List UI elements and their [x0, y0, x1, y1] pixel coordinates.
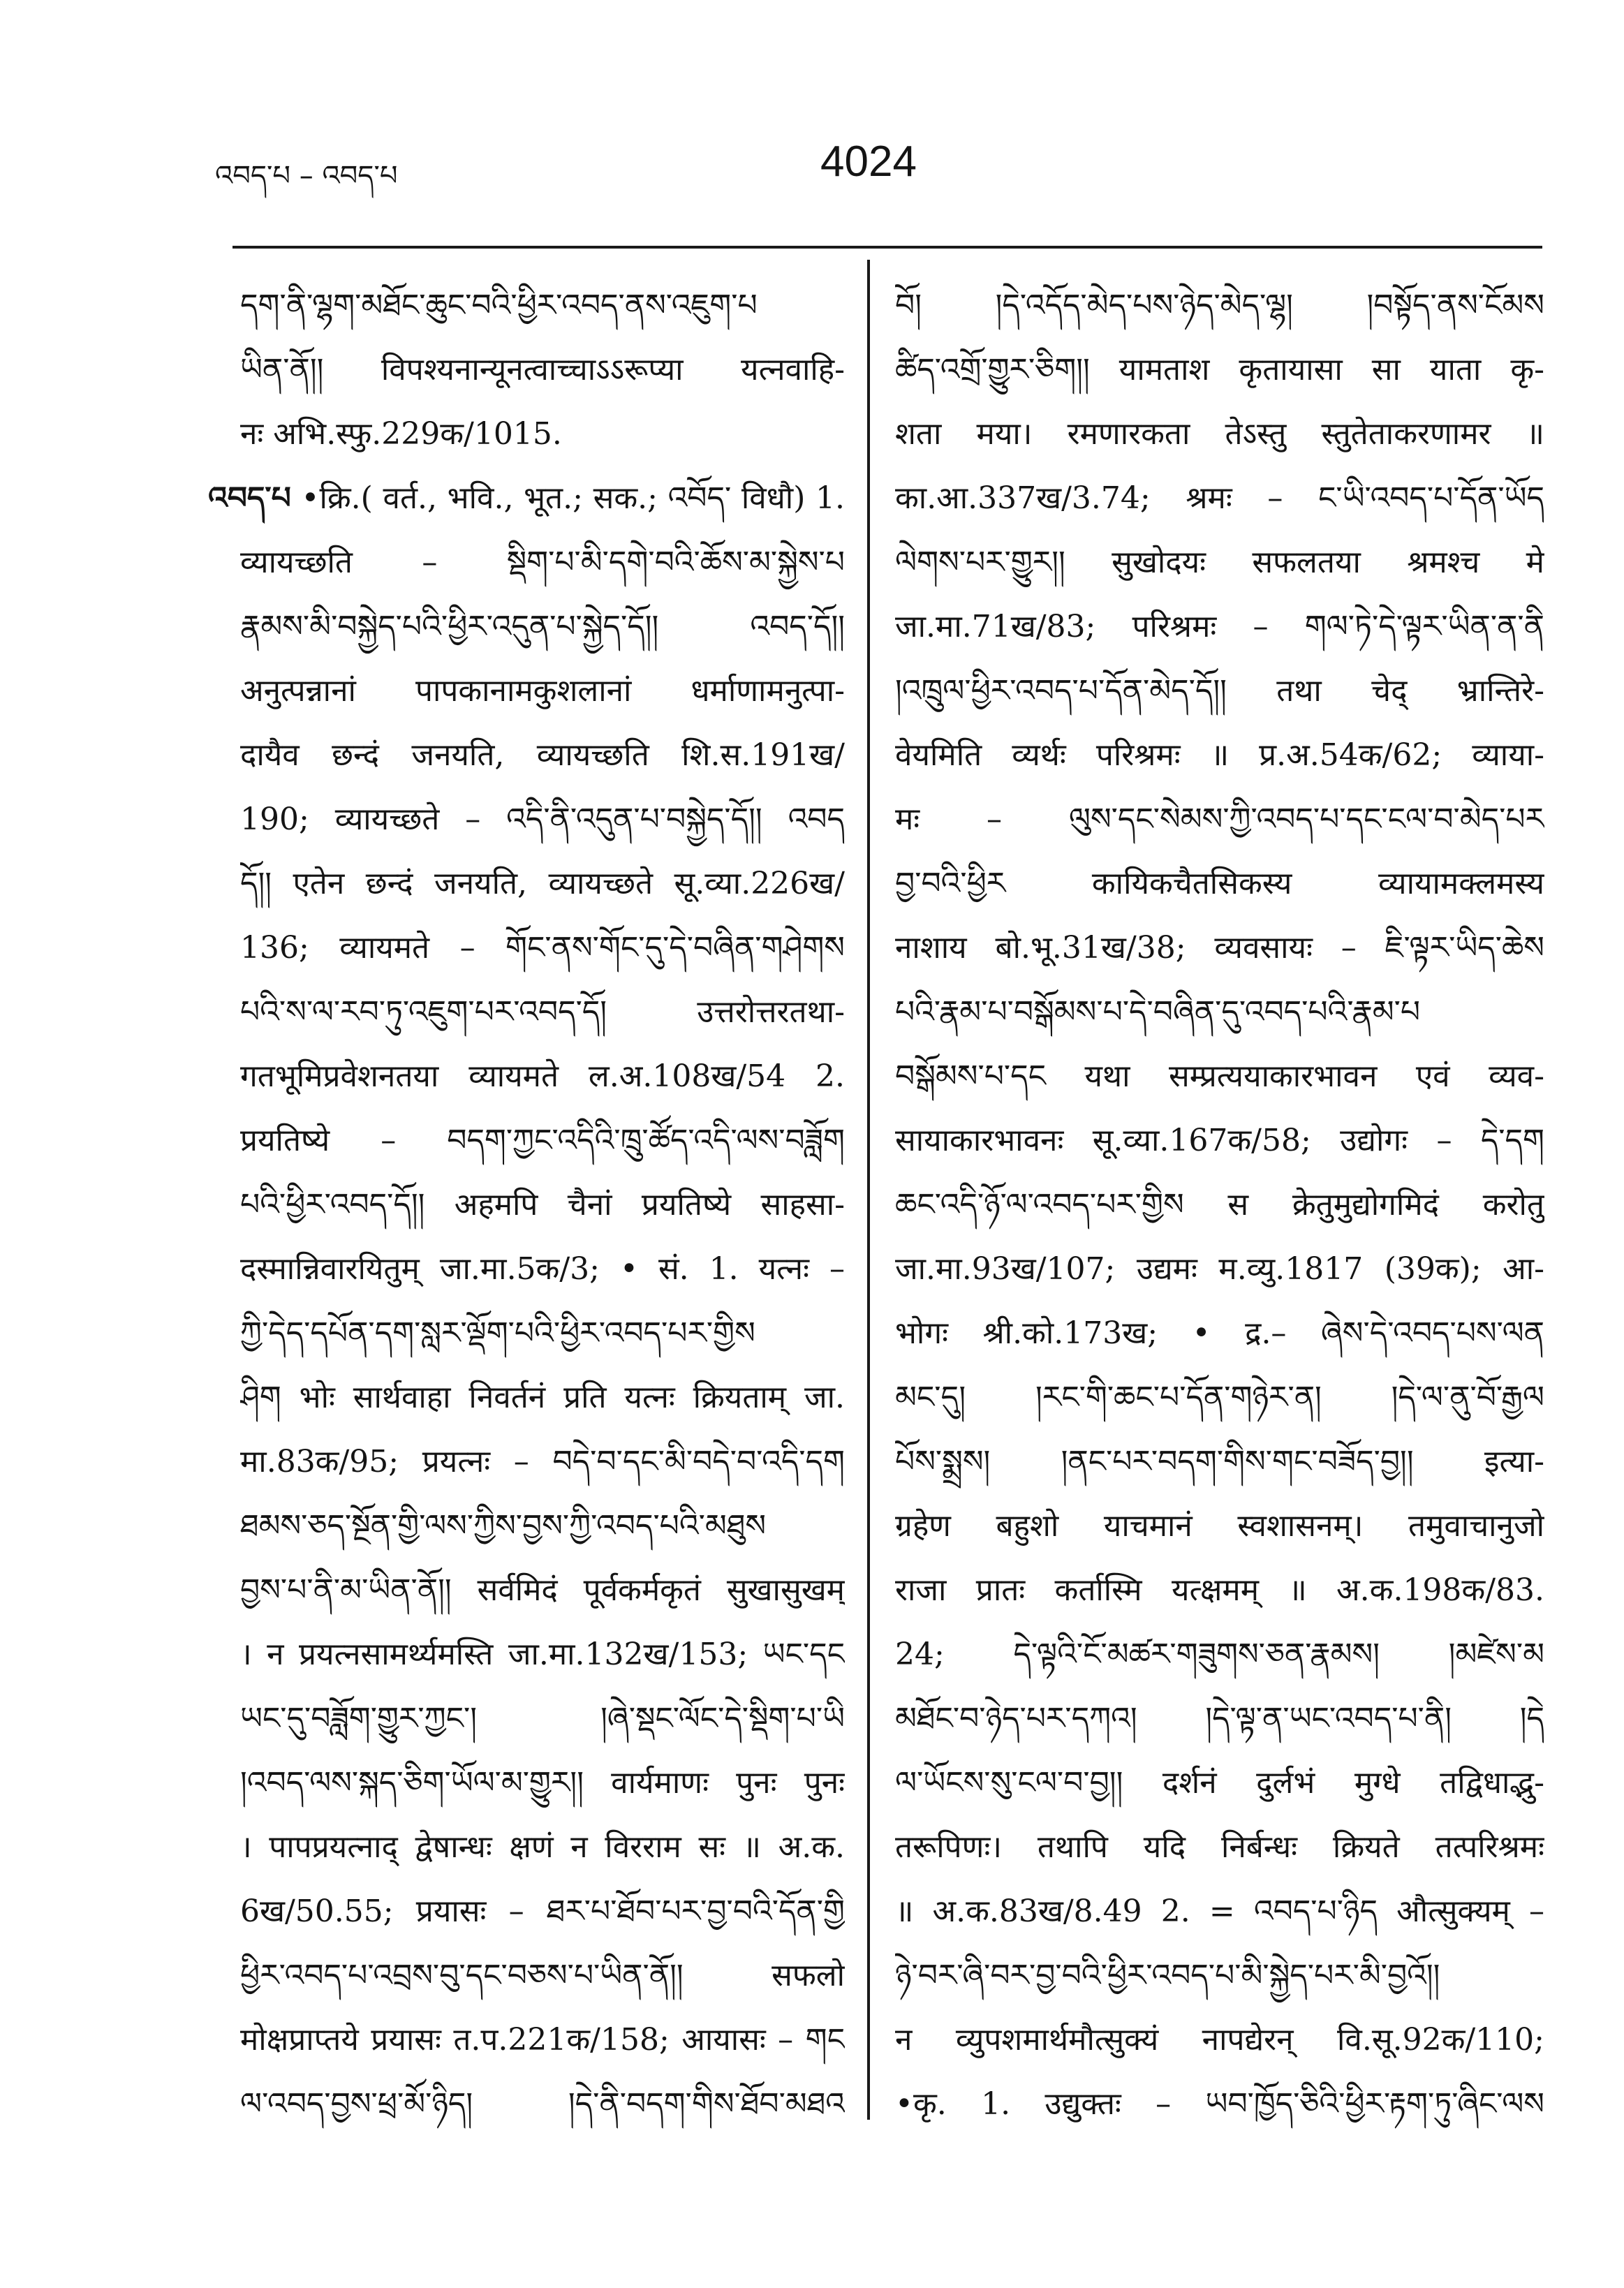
text-line: राजा प्रातः कर्तास्मि यत्क्षमम् ॥ अ.क.198क/83. [895, 1572, 1544, 1608]
text-line: अनुत्पन्नानां पापकानामकुशलानां धर्माणामनुत्पा- [240, 673, 845, 709]
text-line: བསྒོམས་པ་དང यथा सम्प्रत्ययाकारभावन एवं व्यव- [895, 1058, 1544, 1094]
text-line: ཆང་འདི་ཉོ་ལ་འབད་པར་གྱིས स क्रेतुमुद्योगमिदं करोतु [895, 1187, 1544, 1223]
text-line: वेयमिति व्यर्थः परिश्रमः ॥ प्र.अ.54क/62; व्याया- [895, 737, 1544, 773]
text-line: 6ख/50.55; प्रयासः – ཐར་པ་ཐོབ་པར་བྱ་བའི་དོན་གྱི [240, 1894, 845, 1929]
text-line: जा.मा.93ख/107; उद्यमः म.व्यु.1817 (39क); आ- [895, 1251, 1544, 1287]
text-line: दस्मान्निवारयितुम् जा.मा.5क/3; • सं. 1. यत्नः – [240, 1251, 845, 1287]
text-line: न व्युपशमार्थमौत्सुक्यं नापद्येरन् वि.सू.92क/110; [895, 2022, 1544, 2058]
text-line: རྣམས་མི་བསྐྱེད་པའི་ཕྱིར་འདུན་པ་སྐྱེད་དོ།། འབད་དོ།། [240, 609, 845, 644]
text-line: 136; व्यायमते – གོང་ནས་གོང་དུ་དེ་བཞིན་གཤེགས [240, 930, 845, 966]
text-line: ཕྱིར་འབད་པ་འབྲས་བུ་དང་བཅས་པ་ཡིན་ནོ།། सफलो [240, 1958, 845, 1993]
text-line: དག་ནི་ལྷག་མཐོང་ཆུང་བའི་ཕྱིར་འབད་ནས་འཇུག་པ [240, 288, 758, 323]
header-rule [232, 246, 1542, 249]
text-line: ཐམས་ཅད་སྔོན་གྱི་ལས་ཀྱིས་བྱས་ཀྱི་འབད་པའི་མཐུས [240, 1508, 767, 1544]
text-line: का.आ.337ख/3.74; श्रमः – ང་ཡི་འབད་པ་དོན་ཡོད [895, 480, 1544, 516]
text-line: ཉེ་བར་ཞི་བར་བྱ་བའི་ཕྱིར་འབད་པ་མི་སྐྱེད་པར་མི་བྱའོ།། [895, 1958, 1440, 1993]
text-line: सायाकारभावनः सू.व्या.167क/58; उद्योगः – དེ་དག [895, 1123, 1544, 1158]
text-line: ལ་ཡོངས་སུ་ངལ་བ་བྱ།། दर्शनं दुर्लभं मुग्धे तद्विधाद्भु- [895, 1765, 1544, 1801]
text-line: པའི་རྣམ་པ་བསྒོམས་པ་དེ་བཞིན་དུ་འབད་པའི་རྣམ་པ [895, 994, 1421, 1030]
text-line: गतभूमिप्रवेशनतया व्यायमते ल.अ.108ख/54 2. [240, 1058, 845, 1094]
text-line: ལ་འབད་བྱས་ཕྲ་མོ་ཉིད། །དེ་ནི་བདག་གིས་ཐོབ་མཐའ [240, 2086, 845, 2122]
page-number: 4024 [820, 138, 917, 186]
text-line: པོས་སྨྲས། །ནང་པར་བདག་གིས་གང་བཟོད་བྱ།། इत्या- [895, 1444, 1544, 1479]
text-line: । न प्रयत्नसामर्थ्यमस्ति जा.मा.132ख/153; ཡང་དང [240, 1637, 845, 1672]
text-line: པའི་ཕྱིར་འབད་དོ།། अहमपि चैनां प्रयतिष्ये साहसा- [240, 1187, 845, 1223]
text-line: ॥ अ.क.83ख/8.49 2. = འབད་པ་ཉིད औत्सुक्यम् – [895, 1894, 1544, 1929]
text-line: །འབད་ལས་སྐད་ཅིག་ཡོལ་མ་གྱུར།། वार्यमाणः पुनः पुनः [240, 1765, 845, 1801]
text-line: ཡིན་ནོ།། विपश्यनान्यूनत्वाच्चाऽऽरूप्या यत्नवाहि- [240, 352, 845, 388]
text-line: ཚིད་འགྲོ་གྱུར་ཅིག།། यामताश कृतायासा सा याता कृ- [895, 352, 1544, 388]
text-line: जा.मा.71ख/83; परिश्रमः – གལ་ཏེ་དེ་ལྟར་ཡིན་ན་ནི [895, 609, 1544, 644]
text-line: भोगः श्री.को.173ख; • द्र.– ཞེས་དེ་འབད་པས་ལན [895, 1315, 1544, 1351]
text-line: མང་དུ། །རང་གི་ཆང་པ་དོན་གཉེར་ན། །དེ་ལ་ནུ་བོ་རྒྱལ [895, 1380, 1544, 1415]
text-line: •कृ. 1. उद्युक्तः – ཡབ་ཁྱོད་ཅིའི་ཕྱིར་རྟག་ཏུ་ཞིང་ལས [895, 2086, 1544, 2122]
text-line: । पापप्रयत्नाद् द्वेषान्धः क्षणं न विरराम सः ॥ अ.क. [240, 1829, 845, 1865]
text-line: ཡང་དུ་བཟློག་གྱུར་ཀྱང་། །ཞེ་སྡང་ལོང་དེ་སྡིག་པ་ཡི [240, 1701, 845, 1736]
right-column [895, 274, 1544, 2136]
text-line: །འཁྲུལ་ཕྱིར་འབད་པ་དོན་མེད་དོ།། तथा चेद् भ्रान्तिरे- [895, 673, 1544, 709]
left-column [208, 274, 845, 2136]
text-line: པའི་ས་ལ་རབ་ཏུ་འཇུག་པར་འབད་དོ། उत्तरोत्तरतथा- [240, 994, 845, 1030]
text-line: དོ།། एतेन छन्दं जनयति, व्यायच्छते सू.व्या.226ख/ [240, 866, 845, 901]
text-line: मः – ལུས་དང་སེམས་ཀྱི་འབད་པ་དང་ངལ་བ་མེད་པར [895, 802, 1544, 837]
text-line: ལེགས་པར་གྱུར།། सुखोदयः सफलतया श्रमश्च मे [895, 545, 1544, 580]
text-line: मोक्षप्राप्तये प्रयासः त.प.221क/158; आयासः – གང [240, 2022, 845, 2058]
running-head: འབད་པ – འབད་པ [215, 160, 398, 192]
text-line: བྱས་པ་ནི་མ་ཡིན་ནོ།། सर्वमिदं पूर्वकर्मकृतं सुखासुखम् [240, 1572, 845, 1608]
text-line: བོ། །དེ་འདོད་མེད་པས་ཉེད་མེད་ལྷ། །བསྟོད་ནས་ངོམས [895, 288, 1544, 323]
text-line: 24; དེ་ལྟའི་ངོ་མཚར་གཟུགས་ཅན་རྣམས། །མཛེས་མ [895, 1637, 1544, 1672]
text-line: दायैव छन्दं जनयति, व्यायच्छति शि.स.191ख/ [240, 737, 845, 773]
grammar-note: •क्रि.( वर्त., भवि., भूत.; सक.; འབོད་ विधौ) 1. [301, 480, 845, 516]
text-line: ཤིག भोः सार्थवाहा निवर्तनं प्रति यत्नः क्रियताम् जा. [240, 1380, 845, 1415]
text-line: མཐོང་བ་ཉེད་པར་དཀའ། །དེ་ལྟ་ན་ཡང་འབད་པ་ནི། །དེ [895, 1701, 1544, 1736]
text-line: ग्रहेण बहुशो याचमानं स्वशासनम्। तमुवाचानुजो [895, 1508, 1544, 1544]
text-line: प्रयतिष्ये – བདག་ཀྱང་འདིའི་ཁྲུ་ཚོད་འདི་ལས་བཟློག [240, 1123, 845, 1158]
text-line: 190; व्यायच्छते – འདི་ནི་འདུན་པ་བསྐྱེད་དོ།། འབད [240, 802, 845, 837]
column-divider [867, 260, 870, 2120]
text-line: मा.83क/95; प्रयत्नः – བདེ་བ་དང་མི་བདེ་བ་འདི་དག [240, 1444, 845, 1479]
entry-headword: འབད་པ [208, 480, 291, 516]
text-line: शता मया। रमणारकता तेऽस्तु स्तुतेताकरणामर ॥ [895, 416, 1544, 452]
text-line: ཀྱི་དེད་དཔོན་དག་སླར་ལྡོག་པའི་ཕྱིར་འབད་པར་གྱིས [240, 1315, 755, 1351]
entry-line [208, 466, 845, 531]
text-line: व्यायच्छति – སྡིག་པ་མི་དགེ་བའི་ཆོས་མ་སྐྱེས་པ [240, 545, 845, 580]
text-line: तरूपिणः। तथापि यदि निर्बन्धः क्रियते तत्परिश्रमः [895, 1829, 1544, 1865]
text-line: नः अभि.स्फु.229क/1015. [240, 416, 562, 452]
text-line: བྱ་བའི་ཕྱིར कायिकचैतसिकस्य व्यायामक्लमस्य [895, 866, 1544, 901]
text-line: नाशाय बो.भू.31ख/38; व्यवसायः – ཇི་ལྟར་ཡིད་ཆེས [895, 930, 1544, 966]
